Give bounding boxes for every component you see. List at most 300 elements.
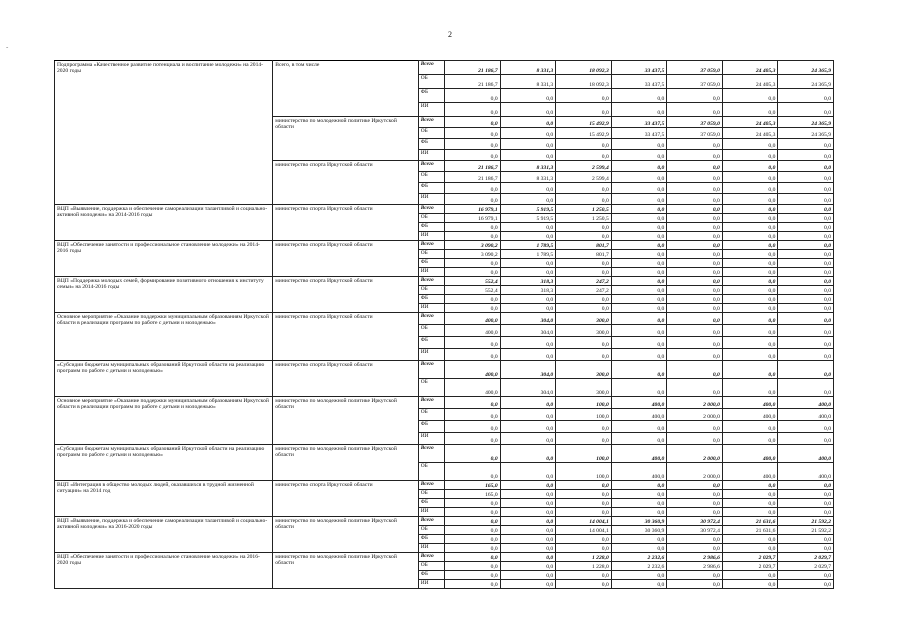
amount-cell: 0,0	[667, 172, 723, 183]
responsible-executor-cell: министерство по молодежной политике Иркутской области	[273, 517, 418, 553]
funding-source-cell: ФБ	[418, 295, 444, 304]
amount-cell: 8 331,3	[500, 161, 556, 172]
amount-cell: 2 000,0	[667, 409, 723, 421]
amount-cell: 1 228,0	[556, 562, 612, 571]
amount-cell: 21 186,7	[445, 75, 501, 89]
amount-cell: 0,0	[445, 409, 501, 421]
amount-cell: 2 986,6	[667, 553, 723, 562]
amount-cell: 0,0	[667, 304, 723, 313]
amount-cell: 2 029,7	[722, 553, 778, 562]
program-name-cell: ВЦП «Поддержка молодых семей, формирование позитивного отношения к институту семьи» на 2014-2016 годы	[55, 277, 273, 313]
amount-cell: 0,0	[778, 313, 834, 325]
amount-cell: 0,0	[611, 304, 667, 313]
amount-cell: 400,0	[722, 397, 778, 409]
amount-cell: 0,0	[500, 128, 556, 139]
amount-cell: 0,0	[722, 349, 778, 361]
amount-cell: 0,0	[445, 117, 501, 128]
funding-source-cell: ИИ	[418, 580, 444, 589]
amount-cell: 0,0	[500, 421, 556, 433]
amount-cell: 24 365,9	[778, 117, 834, 128]
amount-cell: 0,0	[556, 89, 612, 103]
responsible-executor-cell: министерство спорта Иркутской области	[273, 205, 418, 241]
responsible-executor-cell: министерство спорта Иркутской области	[273, 481, 418, 517]
table-row	[55, 277, 834, 286]
amount-cell: 0,0	[778, 259, 834, 268]
funding-source-cell: ФБ	[418, 499, 444, 508]
funding-source-cell: ФБ	[418, 89, 444, 103]
amount-cell: 0,0	[500, 397, 556, 409]
responsible-executor-cell: министерство спорта Иркутской области	[273, 361, 418, 397]
amount-cell: 2 986,6	[667, 562, 723, 571]
amount-cell: 14 004,1	[556, 517, 612, 526]
amount-cell: 0,0	[667, 103, 723, 117]
amount-cell: 400,0	[778, 409, 834, 421]
amount-cell: 0,0	[500, 463, 556, 481]
amount-cell: 0,0	[778, 150, 834, 161]
amount-cell: 0,0	[611, 421, 667, 433]
amount-cell: 1 789,5	[500, 250, 556, 259]
amount-cell: 3 090,2	[445, 250, 501, 259]
amount-cell: 0,0	[667, 205, 723, 214]
amount-cell: 0,0	[722, 325, 778, 337]
amount-cell: 400,0	[611, 409, 667, 421]
amount-cell: 400,0	[611, 397, 667, 409]
amount-cell: 33 437,5	[611, 117, 667, 128]
amount-cell: 0,0	[500, 139, 556, 150]
amount-cell: 0,0	[500, 526, 556, 535]
amount-cell: 0,0	[500, 571, 556, 580]
amount-cell: 8 331,3	[500, 172, 556, 183]
funding-source-cell: ФБ	[418, 139, 444, 150]
amount-cell: 0,0	[722, 433, 778, 445]
amount-cell: 0,0	[778, 481, 834, 490]
amount-cell: 0,0	[500, 232, 556, 241]
amount-cell: 0,0	[500, 553, 556, 562]
program-name-cell: ВЦП «Выявление, поддержка и обеспечение самореализации талантливой и социально-активной молодежи» на 2014-2016 годы	[55, 205, 273, 241]
amount-cell: 0,0	[445, 232, 501, 241]
amount-cell: 400,0	[611, 445, 667, 463]
amount-cell: 0,0	[722, 161, 778, 172]
amount-cell: 0,0	[611, 89, 667, 103]
amount-cell: 0,0	[722, 571, 778, 580]
amount-cell: 801,7	[556, 241, 612, 250]
amount-cell: 0,0	[611, 268, 667, 277]
amount-cell: 0,0	[722, 286, 778, 295]
amount-cell: 8 331,3	[500, 75, 556, 89]
amount-cell: 0,0	[556, 268, 612, 277]
amount-cell: 21 186,7	[445, 161, 501, 172]
amount-cell: 0,0	[556, 481, 612, 490]
amount-cell: 0,0	[500, 89, 556, 103]
amount-cell: 0,0	[778, 161, 834, 172]
amount-cell: 0,0	[445, 553, 501, 562]
amount-cell: 552,4	[445, 277, 501, 286]
funding-source-cell: ОБ	[418, 490, 444, 499]
amount-cell: 0,0	[778, 250, 834, 259]
amount-cell: 24 365,9	[778, 128, 834, 139]
amount-cell: 0,0	[500, 508, 556, 517]
amount-cell: 21 186,7	[445, 172, 501, 183]
amount-cell: 0,0	[611, 194, 667, 205]
program-name-cell: Основное мероприятие «Оказание поддержки муниципальным образованиям Иркутской области в реализации программ по работе с детьми и молодежью»	[55, 397, 273, 445]
amount-cell: 33 437,5	[611, 75, 667, 89]
funding-source-cell: ИИ	[418, 150, 444, 161]
amount-cell: 0,0	[778, 349, 834, 361]
amount-cell: 0,0	[500, 481, 556, 490]
budget-table-body	[55, 61, 834, 589]
amount-cell: 0,0	[500, 194, 556, 205]
funding-source-cell: Всего	[418, 241, 444, 250]
amount-cell: 2 000,0	[667, 463, 723, 481]
amount-cell: 0,0	[778, 337, 834, 349]
amount-cell: 0,0	[667, 421, 723, 433]
amount-cell: 0,0	[611, 337, 667, 349]
funding-source-cell: ОБ	[418, 286, 444, 295]
amount-cell: 8 331,3	[500, 61, 556, 75]
amount-cell: 0,0	[667, 268, 723, 277]
amount-cell: 24 365,9	[778, 61, 834, 75]
amount-cell: 0,0	[611, 250, 667, 259]
amount-cell: 24 365,9	[778, 75, 834, 89]
amount-cell: 100,0	[556, 409, 612, 421]
budget-table	[54, 60, 834, 589]
amount-cell: 0,0	[722, 544, 778, 553]
amount-cell: 0,0	[500, 409, 556, 421]
amount-cell: 400,0	[778, 463, 834, 481]
program-name-cell: Подпрограмма «Качественное развитие потенциала и воспитание молодежи» на 2014-2020 годы	[55, 61, 273, 205]
amount-cell: 318,3	[500, 277, 556, 286]
funding-source-cell: ИИ	[418, 544, 444, 553]
amount-cell: 0,0	[500, 490, 556, 499]
amount-cell: 21 186,7	[445, 61, 501, 75]
program-name-cell: «Субсидии бюджетам муниципальных образований Иркутской области на реализацию программ по работе с детьми и молодежью»	[55, 445, 273, 481]
amount-cell: 0,0	[778, 205, 834, 214]
amount-cell: 0,0	[500, 349, 556, 361]
amount-cell: 300,0	[556, 361, 612, 379]
funding-source-cell: ИИ	[418, 508, 444, 517]
funding-source-cell: ИИ	[418, 103, 444, 117]
funding-source-cell: ИИ	[418, 268, 444, 277]
funding-source-cell: ОБ	[418, 409, 444, 421]
amount-cell: 3 090,2	[445, 241, 501, 250]
amount-cell: 0,0	[722, 241, 778, 250]
amount-cell: 0,0	[611, 361, 667, 379]
amount-cell: 0,0	[778, 214, 834, 223]
amount-cell: 400,0	[445, 325, 501, 337]
amount-cell: 0,0	[556, 232, 612, 241]
amount-cell: 0,0	[500, 259, 556, 268]
amount-cell: 0,0	[556, 295, 612, 304]
amount-cell: 0,0	[500, 580, 556, 589]
amount-cell: 0,0	[667, 325, 723, 337]
amount-cell: 0,0	[667, 277, 723, 286]
amount-cell: 0,0	[500, 223, 556, 232]
amount-cell: 2 599,4	[556, 172, 612, 183]
table-row	[55, 397, 834, 409]
amount-cell: 21 592,2	[778, 526, 834, 535]
responsible-executor-cell: Всего, в том числе	[273, 61, 418, 117]
amount-cell: 18 092,3	[556, 75, 612, 89]
amount-cell: 0,0	[611, 183, 667, 194]
program-name-cell: «Субсидии бюджетам муниципальных образований Иркутской области на реализацию программ по работе с детьми и молодежью»	[55, 361, 273, 397]
amount-cell: 0,0	[778, 433, 834, 445]
amount-cell: 24 405,3	[722, 117, 778, 128]
amount-cell: 0,0	[778, 89, 834, 103]
funding-source-cell: ФБ	[418, 183, 444, 194]
amount-cell: 0,0	[722, 232, 778, 241]
funding-source-cell: ИИ	[418, 304, 444, 313]
amount-cell: 247,2	[556, 286, 612, 295]
amount-cell: 21 631,6	[722, 517, 778, 526]
funding-source-cell: Всего	[418, 517, 444, 526]
amount-cell: 304,0	[500, 313, 556, 325]
amount-cell: 0,0	[667, 150, 723, 161]
amount-cell: 247,2	[556, 277, 612, 286]
amount-cell: 0,0	[667, 379, 723, 397]
funding-source-cell: Всего	[418, 277, 444, 286]
amount-cell: 0,0	[722, 259, 778, 268]
amount-cell: 0,0	[722, 183, 778, 194]
amount-cell: 30 972,4	[667, 526, 723, 535]
amount-cell: 0,0	[722, 89, 778, 103]
amount-cell: 0,0	[556, 150, 612, 161]
amount-cell: 0,0	[722, 295, 778, 304]
amount-cell: 0,0	[556, 349, 612, 361]
amount-cell: 0,0	[611, 481, 667, 490]
amount-cell: 21 592,2	[778, 517, 834, 526]
amount-cell: 5 919,5	[500, 205, 556, 214]
amount-cell: 33 437,5	[611, 61, 667, 75]
amount-cell: 0,0	[445, 139, 501, 150]
amount-cell: 30 360,9	[611, 517, 667, 526]
amount-cell: 0,0	[778, 194, 834, 205]
responsible-executor-cell: министерство по молодежной политике Иркутской области	[273, 397, 418, 445]
funding-source-cell: Всего	[418, 445, 444, 463]
amount-cell: 15 492,9	[556, 117, 612, 128]
amount-cell: 0,0	[611, 313, 667, 325]
amount-cell: 0,0	[778, 361, 834, 379]
amount-cell: 24 405,3	[722, 61, 778, 75]
amount-cell: 16 979,1	[445, 205, 501, 214]
funding-source-cell: Всего	[418, 117, 444, 128]
amount-cell: 0,0	[778, 232, 834, 241]
amount-cell: 0,0	[778, 103, 834, 117]
amount-cell: 0,0	[722, 499, 778, 508]
amount-cell: 801,7	[556, 250, 612, 259]
amount-cell: 400,0	[778, 397, 834, 409]
amount-cell: 0,0	[611, 571, 667, 580]
amount-cell: 0,0	[611, 214, 667, 223]
amount-cell: 0,0	[667, 214, 723, 223]
amount-cell: 0,0	[778, 183, 834, 194]
amount-cell: 0,0	[445, 259, 501, 268]
amount-cell: 2 232,6	[611, 553, 667, 562]
amount-cell: 400,0	[445, 379, 501, 397]
amount-cell: 0,0	[611, 508, 667, 517]
amount-cell: 0,0	[556, 183, 612, 194]
amount-cell: 0,0	[722, 490, 778, 499]
amount-cell: 1 250,5	[556, 205, 612, 214]
funding-source-cell: ОБ	[418, 325, 444, 337]
amount-cell: 0,0	[611, 433, 667, 445]
amount-cell: 21 631,6	[722, 526, 778, 535]
amount-cell: 0,0	[778, 304, 834, 313]
amount-cell: 300,0	[556, 379, 612, 397]
amount-cell: 0,0	[722, 150, 778, 161]
amount-cell: 33 437,5	[611, 128, 667, 139]
table-row	[55, 553, 834, 562]
amount-cell: 0,0	[611, 139, 667, 150]
program-name-cell: ВЦП «Интеграция в общество молодых людей, оказавшихся в трудной жизненной ситуации» на 2014 год	[55, 481, 273, 517]
table-row	[55, 481, 834, 490]
amount-cell: 0,0	[667, 295, 723, 304]
amount-cell: 2 000,0	[667, 397, 723, 409]
amount-cell: 0,0	[722, 139, 778, 150]
amount-cell: 0,0	[667, 194, 723, 205]
amount-cell: 0,0	[611, 259, 667, 268]
amount-cell: 0,0	[778, 223, 834, 232]
amount-cell: 0,0	[500, 517, 556, 526]
amount-cell: 0,0	[722, 103, 778, 117]
amount-cell: 0,0	[445, 580, 501, 589]
funding-source-cell: ОБ	[418, 250, 444, 259]
amount-cell: 0,0	[667, 349, 723, 361]
funding-source-cell: ФБ	[418, 421, 444, 433]
amount-cell: 0,0	[445, 397, 501, 409]
amount-cell: 0,0	[778, 268, 834, 277]
amount-cell: 0,0	[667, 313, 723, 325]
table-row	[55, 205, 834, 214]
amount-cell: 304,0	[500, 361, 556, 379]
amount-cell: 0,0	[445, 421, 501, 433]
amount-cell: 37 059,0	[667, 61, 723, 75]
amount-cell: 0,0	[611, 172, 667, 183]
amount-cell: 0,0	[667, 481, 723, 490]
amount-cell: 0,0	[611, 295, 667, 304]
amount-cell: 0,0	[500, 337, 556, 349]
funding-source-cell: ОБ	[418, 172, 444, 183]
amount-cell: 0,0	[500, 445, 556, 463]
amount-cell: 16 979,1	[445, 214, 501, 223]
amount-cell: 0,0	[556, 508, 612, 517]
amount-cell: 5 919,5	[500, 214, 556, 223]
amount-cell: 0,0	[500, 304, 556, 313]
amount-cell: 0,0	[445, 268, 501, 277]
amount-cell: 0,0	[778, 580, 834, 589]
amount-cell: 0,0	[556, 223, 612, 232]
table-row	[55, 61, 834, 75]
amount-cell: 0,0	[778, 544, 834, 553]
amount-cell: 0,0	[445, 150, 501, 161]
amount-cell: 0,0	[445, 128, 501, 139]
amount-cell: 0,0	[500, 295, 556, 304]
amount-cell: 18 092,3	[556, 61, 612, 75]
amount-cell: 0,0	[445, 508, 501, 517]
funding-source-cell: Всего	[418, 397, 444, 409]
funding-source-cell: ФБ	[418, 337, 444, 349]
amount-cell: 0,0	[722, 172, 778, 183]
amount-cell: 0,0	[445, 499, 501, 508]
amount-cell: 2 000,0	[667, 445, 723, 463]
amount-cell: 318,3	[500, 286, 556, 295]
amount-cell: 300,0	[556, 313, 612, 325]
amount-cell: 0,0	[445, 89, 501, 103]
responsible-executor-cell: министерство спорта Иркутской области	[273, 313, 418, 361]
amount-cell: 0,0	[611, 150, 667, 161]
program-name-cell: ВЦП «Обеспечение занятости и профессиональное становление молодежи» на 2016-2020 годы	[55, 553, 273, 589]
table-row	[55, 313, 834, 325]
amount-cell: 0,0	[778, 295, 834, 304]
funding-source-cell: ОБ	[418, 526, 444, 535]
funding-source-cell: ФБ	[418, 535, 444, 544]
amount-cell: 0,0	[556, 571, 612, 580]
amount-cell: 0,0	[556, 139, 612, 150]
amount-cell: 0,0	[722, 268, 778, 277]
amount-cell: 165,0	[445, 481, 501, 490]
amount-cell: 0,0	[556, 194, 612, 205]
responsible-executor-cell: министерство спорта Иркутской области	[273, 161, 418, 205]
amount-cell: 400,0	[722, 445, 778, 463]
amount-cell: 0,0	[667, 241, 723, 250]
amount-cell: 0,0	[667, 139, 723, 150]
amount-cell: 0,0	[611, 277, 667, 286]
amount-cell: 0,0	[722, 379, 778, 397]
amount-cell: 0,0	[722, 223, 778, 232]
amount-cell: 0,0	[778, 241, 834, 250]
amount-cell: 0,0	[611, 205, 667, 214]
amount-cell: 304,0	[500, 325, 556, 337]
amount-cell: 0,0	[667, 232, 723, 241]
amount-cell: 0,0	[667, 286, 723, 295]
amount-cell: 0,0	[778, 499, 834, 508]
amount-cell: 0,0	[500, 535, 556, 544]
amount-cell: 0,0	[611, 349, 667, 361]
amount-cell: 0,0	[722, 205, 778, 214]
amount-cell: 0,0	[778, 535, 834, 544]
amount-cell: 0,0	[667, 508, 723, 517]
amount-cell: 37 059,0	[667, 128, 723, 139]
amount-cell: 0,0	[722, 313, 778, 325]
amount-cell: 552,4	[445, 286, 501, 295]
amount-cell: 0,0	[445, 183, 501, 194]
funding-source-cell: ОБ	[418, 562, 444, 571]
amount-cell: 2 232,6	[611, 562, 667, 571]
table-row	[55, 517, 834, 526]
table-row	[55, 445, 834, 463]
amount-cell: 14 004,1	[556, 526, 612, 535]
amount-cell: 0,0	[722, 580, 778, 589]
funding-source-cell: Всего	[418, 313, 444, 325]
amount-cell: 0,0	[778, 172, 834, 183]
amount-cell: 400,0	[611, 463, 667, 481]
amount-cell: 0,0	[500, 268, 556, 277]
amount-cell: 0,0	[667, 571, 723, 580]
amount-cell: 0,0	[445, 562, 501, 571]
amount-cell: 1 228,0	[556, 553, 612, 562]
amount-cell: 0,0	[667, 250, 723, 259]
amount-cell: 400,0	[445, 313, 501, 325]
amount-cell: 1 789,5	[500, 241, 556, 250]
amount-cell: 0,0	[556, 103, 612, 117]
amount-cell: 0,0	[667, 223, 723, 232]
amount-cell: 0,0	[445, 535, 501, 544]
responsible-executor-cell: министерство по молодежной политике Иркутской области	[273, 445, 418, 481]
amount-cell: 0,0	[611, 286, 667, 295]
amount-cell: 0,0	[778, 277, 834, 286]
amount-cell: 0,0	[667, 535, 723, 544]
amount-cell: 0,0	[500, 117, 556, 128]
amount-cell: 0,0	[445, 571, 501, 580]
